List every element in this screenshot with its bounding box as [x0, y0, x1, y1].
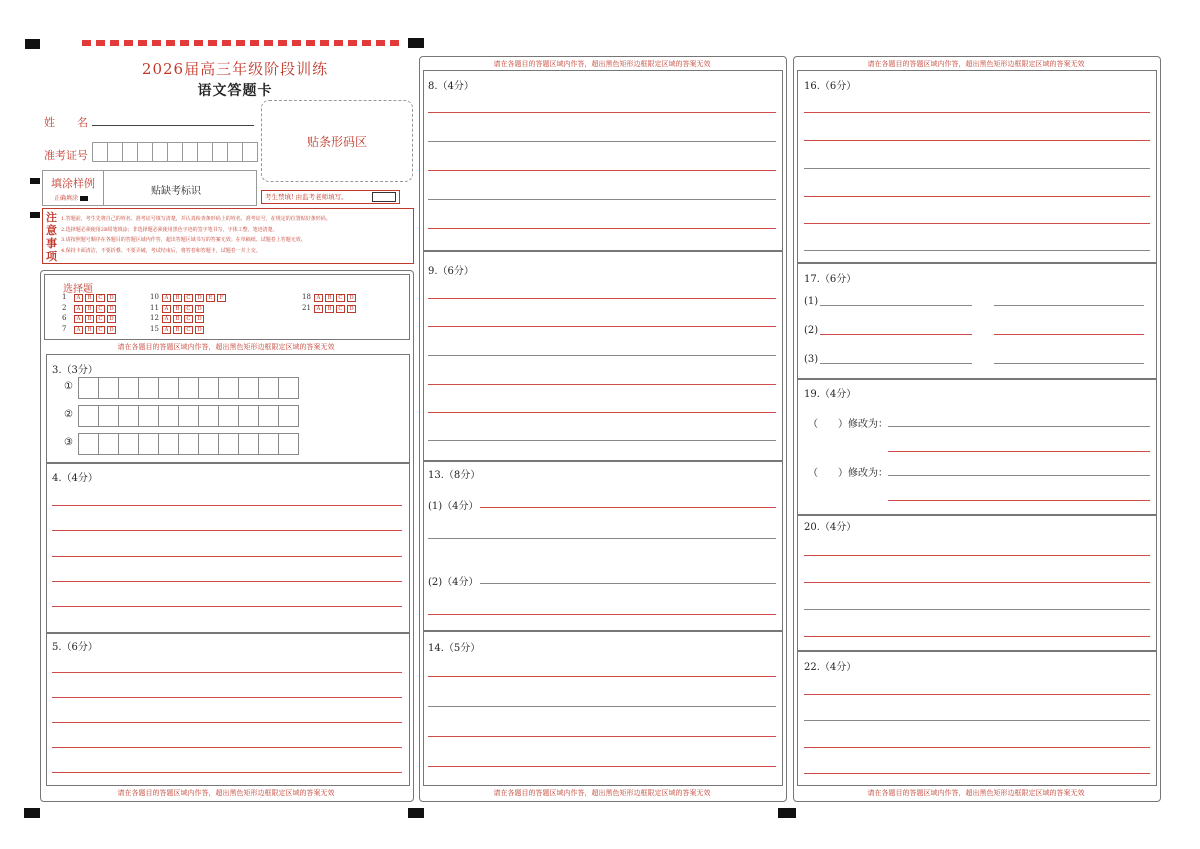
- choice-number: 7: [62, 324, 67, 333]
- choice-number: 6: [62, 314, 67, 322]
- q16-answer-line[interactable]: [804, 168, 1150, 169]
- q9-answer-line[interactable]: [428, 384, 776, 385]
- timing-mark: [408, 808, 424, 818]
- choice-bubble[interactable]: C: [96, 305, 105, 313]
- q16-answer-line[interactable]: [804, 223, 1150, 224]
- answer-warning: 请在各题目的答题区域内作答，超出黑色矩形边框限定区域的答案无效: [493, 789, 711, 797]
- choice-bubble[interactable]: A: [74, 305, 83, 313]
- q9-title: 9.（6分）: [428, 266, 474, 277]
- timing-mark: [24, 808, 40, 818]
- choice-number: 10: [150, 293, 159, 301]
- q8-answer-line[interactable]: [428, 141, 776, 142]
- choice-number: 11: [150, 303, 159, 312]
- q14-answer-line[interactable]: [428, 676, 776, 677]
- choice-bubble[interactable]: B: [325, 305, 334, 313]
- q22-title: 22.（4分）: [804, 662, 857, 673]
- q9-answer-line[interactable]: [428, 440, 776, 441]
- q13-section: [423, 460, 783, 632]
- choice-bubble[interactable]: C: [184, 305, 193, 313]
- q4-answer-line[interactable]: [52, 530, 402, 531]
- choice-bubble[interactable]: D: [195, 294, 204, 302]
- choice-bubble[interactable]: E: [206, 294, 215, 302]
- timing-mark: [25, 39, 40, 49]
- sample-sub: 正确填涂: [54, 193, 88, 202]
- choice-bubble[interactable]: A: [314, 305, 323, 313]
- q14-answer-line[interactable]: [428, 706, 776, 707]
- q5-answer-line[interactable]: [52, 672, 402, 673]
- q3-mark-2: ②: [64, 409, 73, 420]
- q5-answer-line[interactable]: [52, 747, 402, 748]
- choice-bubble[interactable]: D: [107, 315, 116, 323]
- q19-title: 19.（4分）: [804, 389, 857, 400]
- choice-row-7[interactable]: [62, 325, 118, 334]
- timing-mark: [30, 212, 40, 218]
- choice-row-12[interactable]: [150, 314, 206, 323]
- choice-bubble[interactable]: D: [195, 326, 204, 334]
- q19-fix-2: （ ）修改为：: [808, 468, 888, 479]
- timing-mark: [30, 178, 40, 184]
- choice-row-21[interactable]: [302, 304, 358, 313]
- choice-bubble[interactable]: C: [184, 326, 193, 334]
- q3-mark-1: ①: [64, 381, 73, 392]
- answer-warning: 请在各题目的答题区域内作答，超出黑色矩形边框限定区域的答案无效: [117, 789, 335, 797]
- q5-section: [46, 632, 410, 786]
- q8-title: 8.（4分）: [428, 81, 474, 92]
- absent-note: 考生禁填! 由监考老师填写。: [261, 190, 400, 204]
- answer-warning: 请在各题目的答题区域内作答，超出黑色矩形边框限定区域的答案无效: [867, 60, 1085, 68]
- choice-bubble[interactable]: C: [96, 294, 105, 302]
- q13-part-2: (2)（4分）: [428, 577, 479, 588]
- q4-answer-line[interactable]: [52, 606, 402, 607]
- choice-bubble[interactable]: A: [314, 294, 323, 302]
- choice-bubble[interactable]: A: [74, 294, 83, 302]
- choice-bubble[interactable]: B: [85, 315, 94, 323]
- sample-title: 填涂样例: [51, 177, 95, 190]
- q5-answer-line[interactable]: [52, 772, 402, 773]
- choice-bubble[interactable]: B: [325, 294, 334, 302]
- q9-answer-line[interactable]: [428, 326, 776, 327]
- q19-answer-line[interactable]: [888, 451, 1150, 452]
- choice-bubble[interactable]: C: [184, 294, 193, 302]
- q13-answer-line[interactable]: [428, 538, 776, 539]
- choice-bubble[interactable]: B: [173, 294, 182, 302]
- choice-bubble[interactable]: B: [173, 326, 182, 334]
- q8-answer-line[interactable]: [428, 112, 776, 113]
- q19-fix-1: （ ）修改为：: [808, 419, 888, 430]
- answer-warning: 请在各题目的答题区域内作答，超出黑色矩形边框限定区域的答案无效: [117, 343, 335, 351]
- q5-answer-line[interactable]: [52, 722, 402, 723]
- q4-answer-line[interactable]: [52, 581, 402, 582]
- choice-bubble[interactable]: D: [107, 294, 116, 302]
- q8-section: [423, 70, 783, 252]
- choice-row-2[interactable]: [62, 304, 118, 313]
- choice-bubble[interactable]: C: [336, 305, 345, 313]
- q4-answer-line[interactable]: [52, 556, 402, 557]
- choice-bubble[interactable]: A: [74, 315, 83, 323]
- q20-title: 20.（4分）: [804, 522, 857, 533]
- card-subtitle: 语文答题卡: [197, 83, 273, 99]
- exam-title: 2026届高三年级阶段训练: [141, 60, 329, 78]
- choice-row-10[interactable]: [150, 293, 228, 302]
- choice-bubble[interactable]: C: [96, 315, 105, 323]
- timing-mark: [778, 808, 796, 818]
- q17-answer-line[interactable]: [820, 305, 972, 306]
- q4-answer-line[interactable]: [52, 505, 402, 506]
- q17-part-3: (3): [804, 354, 819, 365]
- q17-answer-line[interactable]: [994, 305, 1144, 306]
- choice-row-6[interactable]: [62, 314, 118, 323]
- q4-section: [46, 462, 410, 634]
- q3-grid-1[interactable]: [78, 377, 298, 399]
- choice-bubble[interactable]: A: [162, 305, 171, 313]
- fill-sample-box: [42, 170, 257, 206]
- q20-answer-line[interactable]: [804, 555, 1150, 556]
- ticket-number-boxes[interactable]: [92, 142, 257, 162]
- q17-answer-line[interactable]: [994, 334, 1144, 335]
- q3-grid-3[interactable]: [78, 433, 298, 455]
- choice-bubble[interactable]: F: [217, 294, 226, 302]
- q13-answer-line[interactable]: [480, 507, 776, 508]
- q22-answer-line[interactable]: [804, 720, 1150, 721]
- choice-bubble[interactable]: D: [107, 305, 116, 313]
- q17-part-1: (1): [804, 296, 819, 307]
- choice-bubble[interactable]: B: [85, 326, 94, 334]
- barcode-area: [261, 100, 413, 182]
- choice-number: 15: [150, 324, 159, 333]
- q3-mark-3: ③: [64, 437, 73, 448]
- notes-side-label: 注 意 事 项: [46, 211, 57, 263]
- choice-bubble[interactable]: B: [173, 315, 182, 323]
- q22-answer-line[interactable]: [804, 747, 1150, 748]
- choice-row-15[interactable]: [150, 325, 206, 334]
- choice-bubble[interactable]: B: [173, 305, 182, 313]
- q19-answer-line[interactable]: [888, 426, 1150, 427]
- q5-answer-line[interactable]: [52, 697, 402, 698]
- answer-warning: 请在各题目的答题区域内作答，超出黑色矩形边框限定区域的答案无效: [493, 60, 711, 68]
- choice-bubble[interactable]: A: [162, 326, 171, 334]
- q16-answer-line[interactable]: [804, 196, 1150, 197]
- q13-answer-line[interactable]: [480, 583, 776, 584]
- q20-answer-line[interactable]: [804, 636, 1150, 637]
- q9-answer-line[interactable]: [428, 355, 776, 356]
- q8-answer-line[interactable]: [428, 170, 776, 171]
- choice-row-18[interactable]: [302, 293, 358, 302]
- q14-title: 14.（5分）: [428, 643, 481, 654]
- choice-number: 18: [302, 293, 311, 301]
- q14-answer-line[interactable]: [428, 736, 776, 737]
- q19-answer-line[interactable]: [888, 500, 1150, 501]
- choice-row-11[interactable]: [150, 304, 206, 313]
- choice-number: 1: [62, 293, 67, 301]
- choice-bubble[interactable]: A: [162, 315, 171, 323]
- choice-bubble[interactable]: B: [85, 294, 94, 302]
- choice-bubble[interactable]: D: [195, 315, 204, 323]
- name-label: 姓 名: [44, 116, 88, 129]
- answer-warning: 请在各题目的答题区域内作答，超出黑色矩形边框限定区域的答案无效: [867, 789, 1085, 797]
- q19-answer-line[interactable]: [888, 475, 1150, 476]
- q20-answer-line[interactable]: [804, 582, 1150, 583]
- choice-title: 选择题: [63, 284, 93, 295]
- q3-grid-2[interactable]: [78, 405, 298, 427]
- notes-box: [42, 208, 414, 264]
- choice-bubble[interactable]: D: [107, 326, 116, 334]
- choice-bubble[interactable]: D: [195, 305, 204, 313]
- q22-answer-line[interactable]: [804, 773, 1150, 774]
- name-input-line[interactable]: [92, 125, 254, 126]
- q20-answer-line[interactable]: [804, 609, 1150, 610]
- q17-title: 17.（6分）: [804, 274, 857, 285]
- q3-title: 3.（3分）: [52, 365, 98, 376]
- q13-title: 13.（8分）: [428, 470, 481, 481]
- choice-bubble[interactable]: C: [184, 315, 193, 323]
- q17-answer-line[interactable]: [994, 363, 1144, 364]
- choice-bubble[interactable]: C: [336, 294, 345, 302]
- q8-answer-line[interactable]: [428, 199, 776, 200]
- choice-bubble[interactable]: D: [347, 305, 356, 313]
- barcode-label: 贴条形码区: [306, 135, 367, 149]
- q22-answer-line[interactable]: [804, 694, 1150, 695]
- choice-number: 12: [150, 314, 159, 322]
- choice-bubble[interactable]: B: [85, 305, 94, 313]
- q9-section: [423, 250, 783, 462]
- q5-title: 5.（6分）: [52, 642, 98, 653]
- q16-answer-line[interactable]: [804, 112, 1150, 113]
- choice-bubble[interactable]: A: [74, 326, 83, 334]
- q17-answer-line[interactable]: [820, 334, 972, 335]
- q9-answer-line[interactable]: [428, 412, 776, 413]
- timing-dash-bar: [82, 40, 400, 46]
- choice-bubble[interactable]: D: [347, 294, 356, 302]
- q17-answer-line[interactable]: [820, 363, 972, 364]
- timing-mark: [408, 38, 424, 48]
- q13-part-1: (1)（4分）: [428, 501, 479, 512]
- q17-part-2: (2): [804, 325, 819, 336]
- absent-mark-label: 贴缺考标识: [151, 186, 201, 197]
- q14-answer-line[interactable]: [428, 766, 776, 767]
- q16-answer-line[interactable]: [804, 250, 1150, 251]
- q16-answer-line[interactable]: [804, 140, 1150, 141]
- q8-answer-line[interactable]: [428, 228, 776, 229]
- choice-number: 2: [62, 303, 67, 312]
- q20-section: [797, 514, 1157, 652]
- choice-row-1[interactable]: [62, 293, 118, 302]
- q16-section: [797, 70, 1157, 264]
- q13-answer-line[interactable]: [428, 614, 776, 615]
- notes-text: 1.答题前，考生先将自己的姓名、准考证号填写清楚，并认真检查条形码上的姓名、准考证号，在规定的位置贴好条形码。 2.选择题必须使用2B铅笔填涂；非选择题必须使用黑色字迹的签字笔书写，字体工整、笔迹清楚。 3.请按照题号顺序在各题目的答题区域内作答，超出答题区域书写的答案无效；在草稿纸、试题卷上答题无效。 4.保持卡面清洁，不要折叠、不要弄破，考试结束后，将答卷和答题卡，试题卷一并上交。: [61, 216, 331, 254]
- choice-bubble[interactable]: A: [162, 294, 171, 302]
- ticket-label: 准考证号: [44, 149, 88, 162]
- choice-number: 21: [302, 303, 311, 312]
- q16-title: 16.（6分）: [804, 81, 857, 92]
- choice-bubble[interactable]: C: [96, 326, 105, 334]
- q4-title: 4.（4分）: [52, 473, 98, 484]
- q9-answer-line[interactable]: [428, 298, 776, 299]
